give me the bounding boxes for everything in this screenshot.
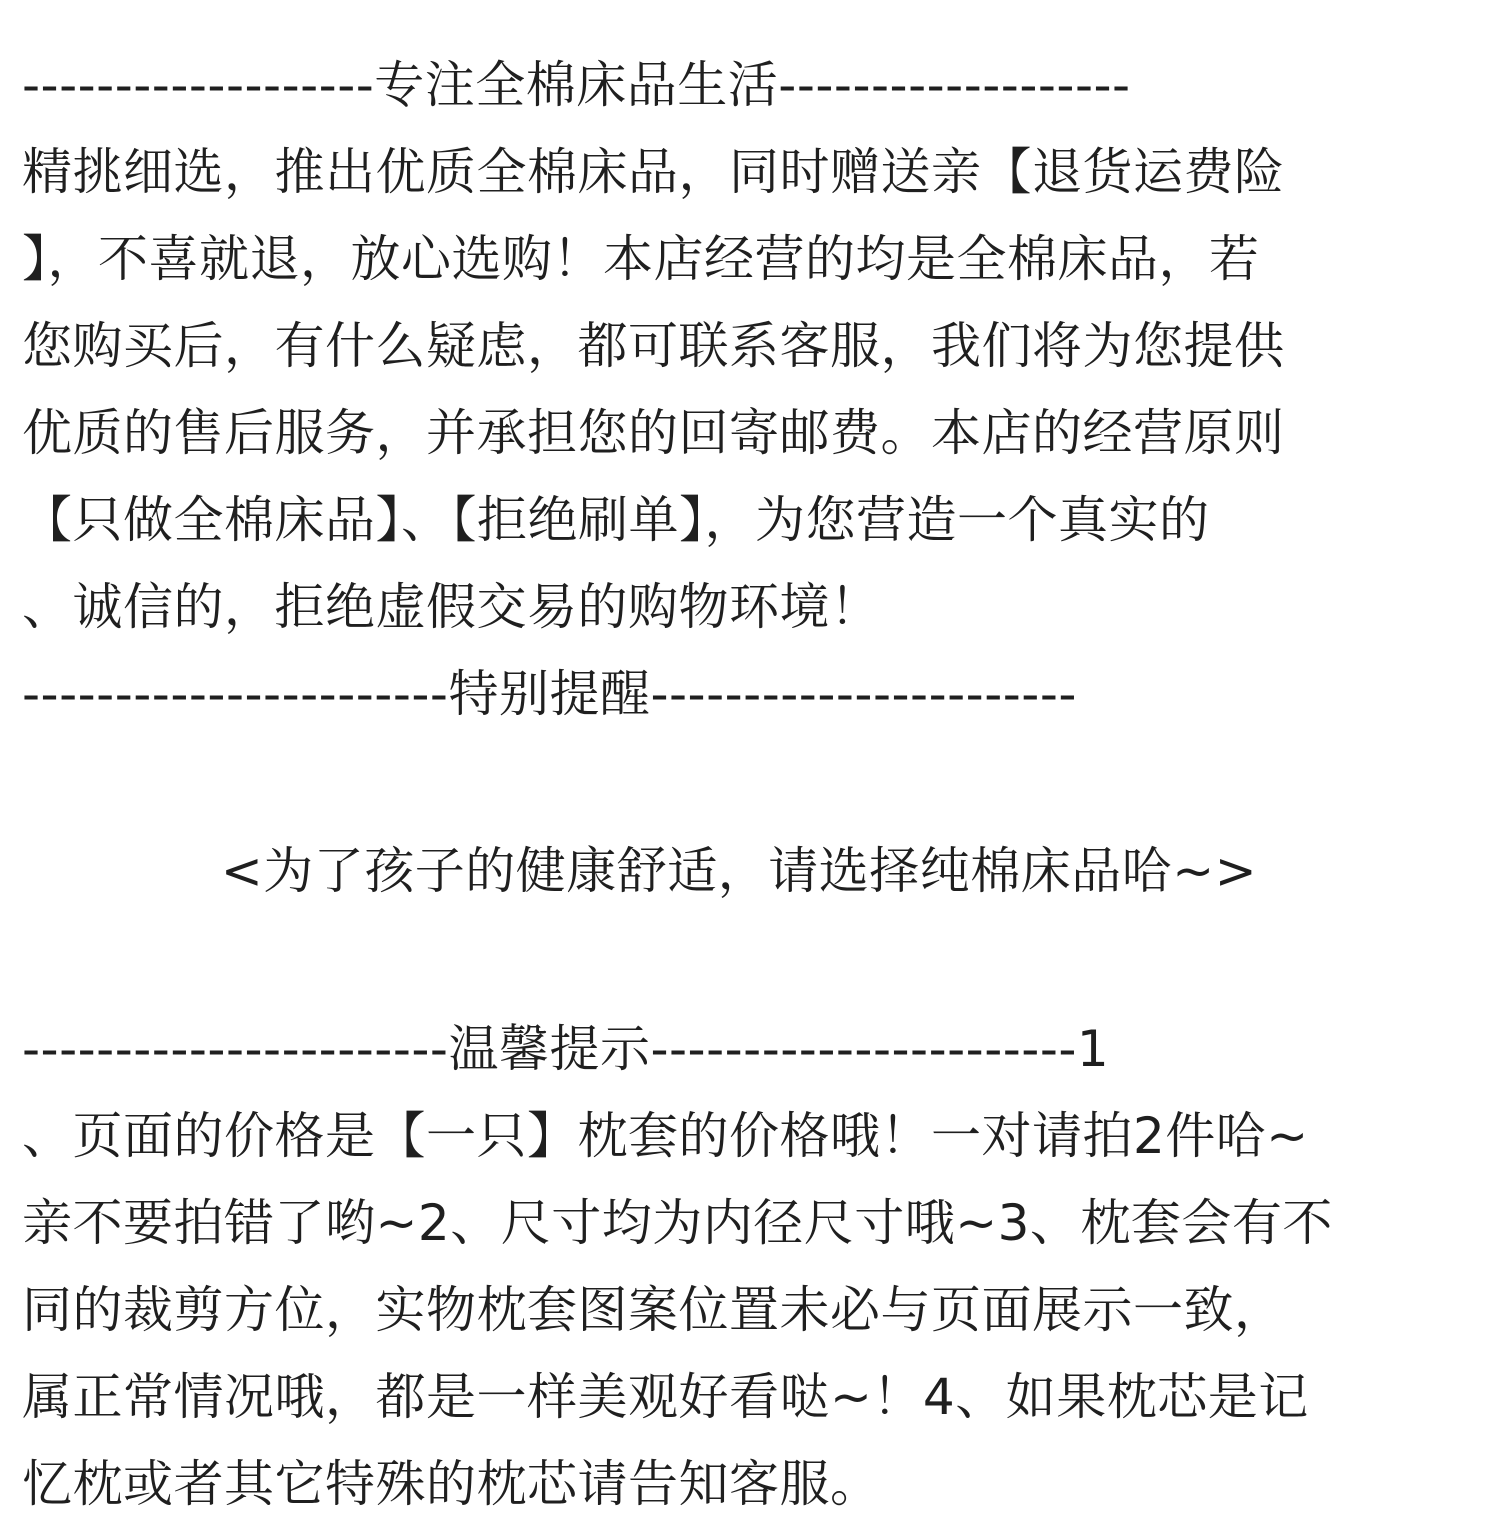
product-notice-document xyxy=(22,42,1478,1528)
tips-line-3: 同的裁剪方位，实物枕套图案位置未必与页面展示一致， xyxy=(22,1281,1285,1339)
intro-line-4: 优质的售后服务，并承担您的回寄邮费。本店的经营原则 xyxy=(22,404,1285,462)
section-divider-special-reminder: -----------------------特别提醒----------------------- xyxy=(22,665,1077,723)
spacer xyxy=(22,915,1478,1006)
intro-line-2: 】，不喜就退，放心选购！本店经营的均是全棉床品，若 xyxy=(22,230,1260,288)
tips-line-5: 忆枕或者其它特殊的枕芯请告知客服。 xyxy=(22,1455,881,1513)
tips-line-4: 属正常情况哦，都是一样美观好看哒~！4、如果枕芯是记 xyxy=(22,1368,1309,1426)
special-reminder-text: <为了孩子的健康舒适，请选择纯棉床品哈~> xyxy=(220,842,1258,900)
section-divider-cotton-bedding: -------------------专注全棉床品生活------------------- xyxy=(22,56,1131,114)
intro-line-5: 【只做全棉床品】、【拒绝刷单】，为您营造一个真实的 xyxy=(22,491,1210,549)
intro-line-3: 您购买后，有什么疑虑，都可联系客服，我们将为您提供 xyxy=(22,317,1285,375)
intro-line-6: 、诚信的，拒绝虚假交易的购物环境！ xyxy=(22,578,881,636)
spacer xyxy=(22,738,1478,828)
tips-line-2: 亲不要拍错了哟~2、尺寸均为内径尺寸哦~3、枕套会有不 xyxy=(22,1194,1333,1252)
tips-line-1: 、页面的价格是【一只】枕套的价格哦！一对请拍2件哈~ xyxy=(22,1107,1309,1165)
section-divider-warm-tips: -----------------------温馨提示-----------------------1 xyxy=(22,1020,1110,1078)
intro-line-1: 精挑细选，推出优质全棉床品，同时赠送亲【退货运费险 xyxy=(22,143,1285,201)
